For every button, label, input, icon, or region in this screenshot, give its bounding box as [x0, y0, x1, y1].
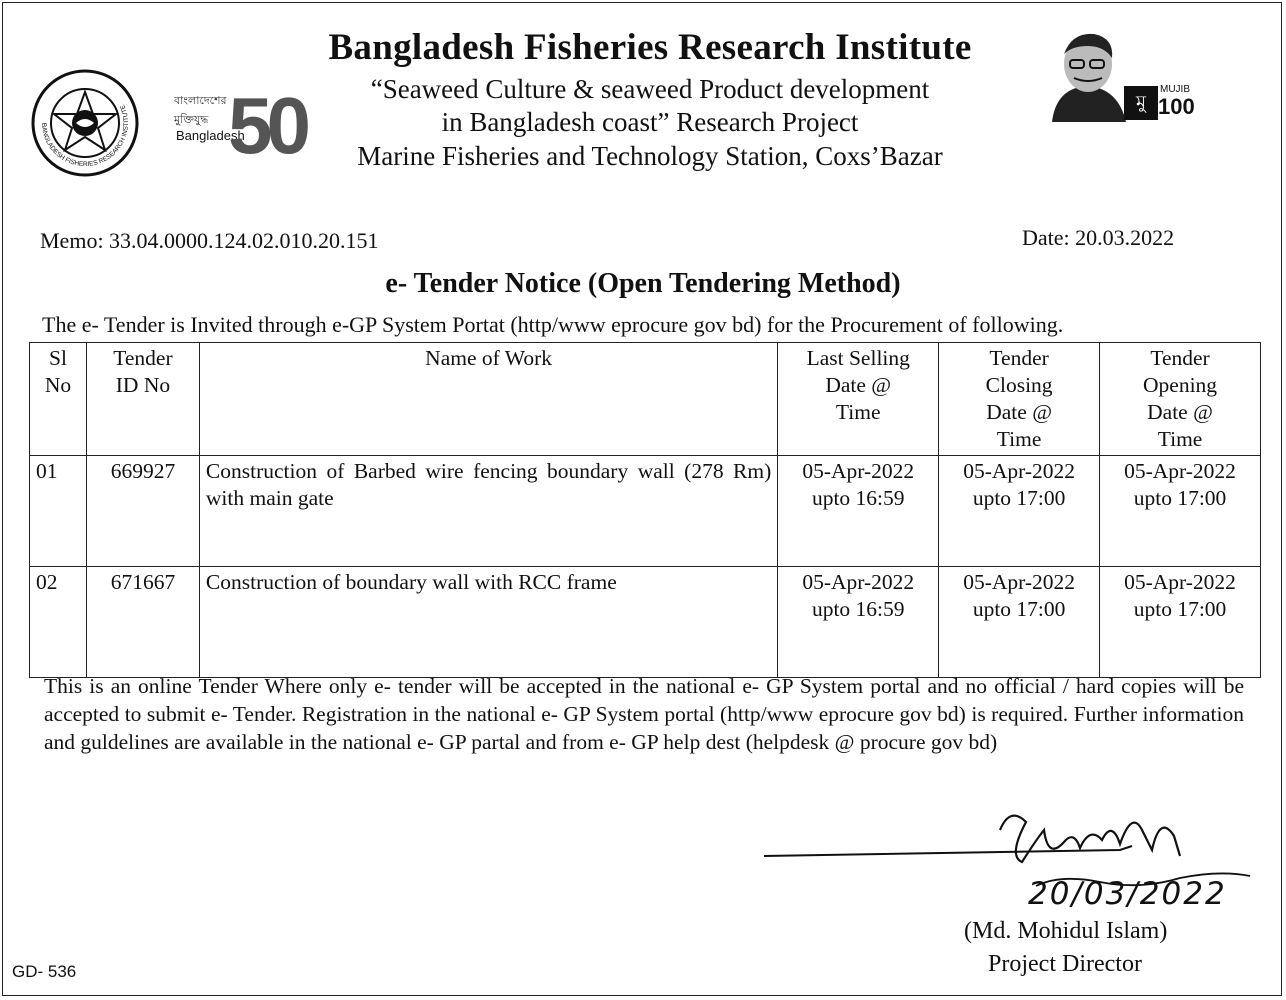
cell-tender-id: 671667: [86, 567, 199, 678]
bangladesh-50-logo: বাংলাদেশের মুক্তিযুদ্ধ Bangladesh 50: [174, 81, 305, 170]
institute-title: Bangladesh Fisheries Research Institute: [328, 27, 972, 68]
mujib-100-logo: মু MUJIB 100: [1042, 28, 1202, 124]
col-header-sl: Sl No: [30, 343, 87, 456]
cell-work: Construction of boundary wall with RCC frame: [199, 567, 777, 678]
col-header-name-of-work: Name of Work: [199, 343, 777, 456]
bangladesh-50-number: 50: [228, 81, 305, 170]
seal-ring-text: BANGLADESH FISHERIES RESEARCH INSTITUTE: [39, 103, 131, 169]
cell-selling: 05-Apr-2022 upto 16:59: [778, 567, 939, 678]
mujib-number: 100: [1158, 94, 1195, 119]
cell-opening: 05-Apr-2022 upto 17:00: [1100, 567, 1261, 678]
bangladesh-50-label: Bangladesh: [176, 128, 245, 143]
table-row: [30, 456, 1261, 567]
signature-date: 20/03/2022: [1028, 876, 1227, 912]
table-header-row: [30, 343, 1261, 456]
signatory-title: Project Director: [988, 951, 1142, 977]
project-line-1: “Seaweed Culture & seaweed Product development: [370, 74, 930, 104]
cell-closing: 05-Apr-2022 upto 17:00: [939, 456, 1100, 567]
notice-title: e- Tender Notice (Open Tendering Method): [385, 268, 901, 299]
memo-number: Memo: 33.04.0000.124.02.010.20.151: [40, 228, 379, 253]
cell-closing: 05-Apr-2022 upto 17:00: [939, 567, 1100, 678]
cell-opening: 05-Apr-2022 upto 17:00: [1100, 456, 1261, 567]
cell-work: Construction of Barbed wire fencing boundary wall (278 Rm) with main gate: [199, 456, 777, 567]
cell-sl: 02: [30, 567, 87, 678]
cell-selling: 05-Apr-2022 upto 16:59: [778, 456, 939, 567]
col-header-tender-id: Tender ID No: [86, 343, 199, 456]
col-header-last-selling: Last Selling Date @ Time: [778, 343, 939, 456]
mujib-label: MUJIB: [1160, 84, 1190, 95]
project-line-2: in Bangladesh coast” Research Project: [441, 107, 859, 137]
footer-paragraph: This is an online Tender Where only e- tender will be accepted in the national e- GP System portal and no official / hard copies will be accepted to submit e- Tender. Registration in the national e- GP System portal (http/www eprocure gov bd) is required. Further information and guldelines are available in the national e- GP partal and from e- GP help dest (helpdesk @ procure gov bd): [44, 674, 1244, 754]
signatory-name: (Md. Mohidul Islam): [964, 918, 1168, 944]
tender-table: [29, 342, 1261, 678]
col-header-closing: Tender Closing Date @ Time: [939, 343, 1100, 456]
station-line: Marine Fisheries and Technology Station, Coxs’Bazar: [357, 141, 943, 171]
cell-tender-id: 669927: [86, 456, 199, 567]
table-row: [30, 567, 1261, 678]
form-code: GD- 536: [12, 962, 77, 981]
intro-text: The e- Tender is Invited through e-GP System Portat (http/www eprocure gov bd) for the Procurement of following.: [42, 312, 1064, 337]
cell-sl: 01: [30, 456, 87, 567]
col-header-opening: Tender Opening Date @ Time: [1100, 343, 1261, 456]
notice-date: Date: 20.03.2022: [1022, 225, 1175, 250]
